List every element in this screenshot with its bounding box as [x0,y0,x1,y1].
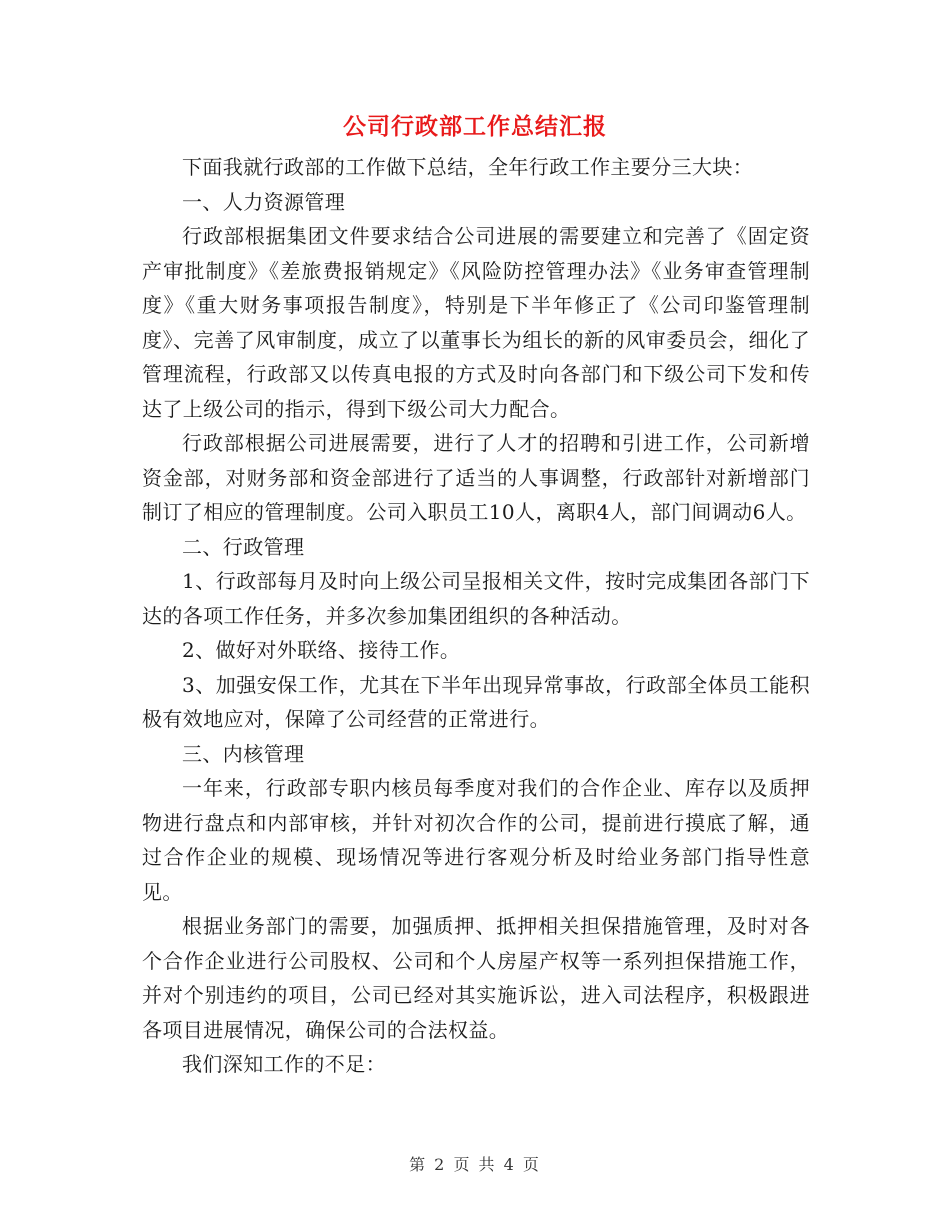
paragraph-admin-item-1: 1、行政部每月及时向上级公司呈报相关文件，按时完成集团各部门下达的各项工作任务，并多次参加集团组织的各种活动。 [142,569,810,628]
paragraph-intro: 下面我就行政部的工作做下总结，全年行政工作主要分三大块： [182,155,754,179]
paragraph-audit-review: 一年来，行政部专职内核员每季度对我们的合作企业、库存以及质押物进行盘点和内部审核，并针对初次合作的公司，提前进行摸底了解，通过合作企业的规模、现场情况等进行客观分析及时给业务部门指导性意见。 [142,776,810,904]
paragraph-admin-item-3: 3、加强安保工作，尤其在下半年出现异常事故，行政部全体员工能积极有效地应对，保障了公司经营的正常进行。 [142,672,810,731]
document-title: 公司行政部工作总结汇报 [343,114,607,140]
section-heading-hr: 一、人力资源管理 [182,189,346,214]
paragraph-hr-policies: 行政部根据集团文件要求结合公司进展的需要建立和完善了《固定资产审批制度》《差旅费报销规定》《风险防控管理办法》《业务审查管理制度》《重大财务事项报告制度》，特别是下半年修正了《公司印鉴管理制度》、完善了风审制度，成立了以董事长为组长的新的风审委员会，细化了管理流程，行政部又以传真电报的方式及时向各部门和下级公司下发和传达了上级公司的指示，得到下级公司大力配合。 [142,224,810,421]
section-heading-audit: 三、内核管理 [182,741,305,766]
paragraph-admin-item-2: 2、做好对外联络、接待工作。 [182,638,461,662]
paragraph-hr-recruitment: 行政部根据公司进展需要，进行了人才的招聘和引进工作，公司新增资金部，对财务部和资金部进行了适当的人事调整，行政部针对新增部门制订了相应的管理制度。公司入职员工10人，离职4人，部门间调动6人。 [142,431,810,524]
document-body [142,150,810,1082]
paragraph-shortcomings: 我们深知工作的不足： [182,1052,386,1076]
paragraph-audit-guarantee: 根据业务部门的需要，加强质押、抵押相关担保措施管理，及时对各个合作企业进行公司股权、公司和个人房屋产权等一系列担保措施工作，并对个别违约的项目，公司已经对其实施诉讼，进入司法程序，积极跟进各项目进展情况，确保公司的合法权益。 [142,914,810,1042]
section-heading-admin: 二、行政管理 [182,534,305,559]
page-number-footer: 第 2 页 共 4 页 [409,1155,541,1174]
